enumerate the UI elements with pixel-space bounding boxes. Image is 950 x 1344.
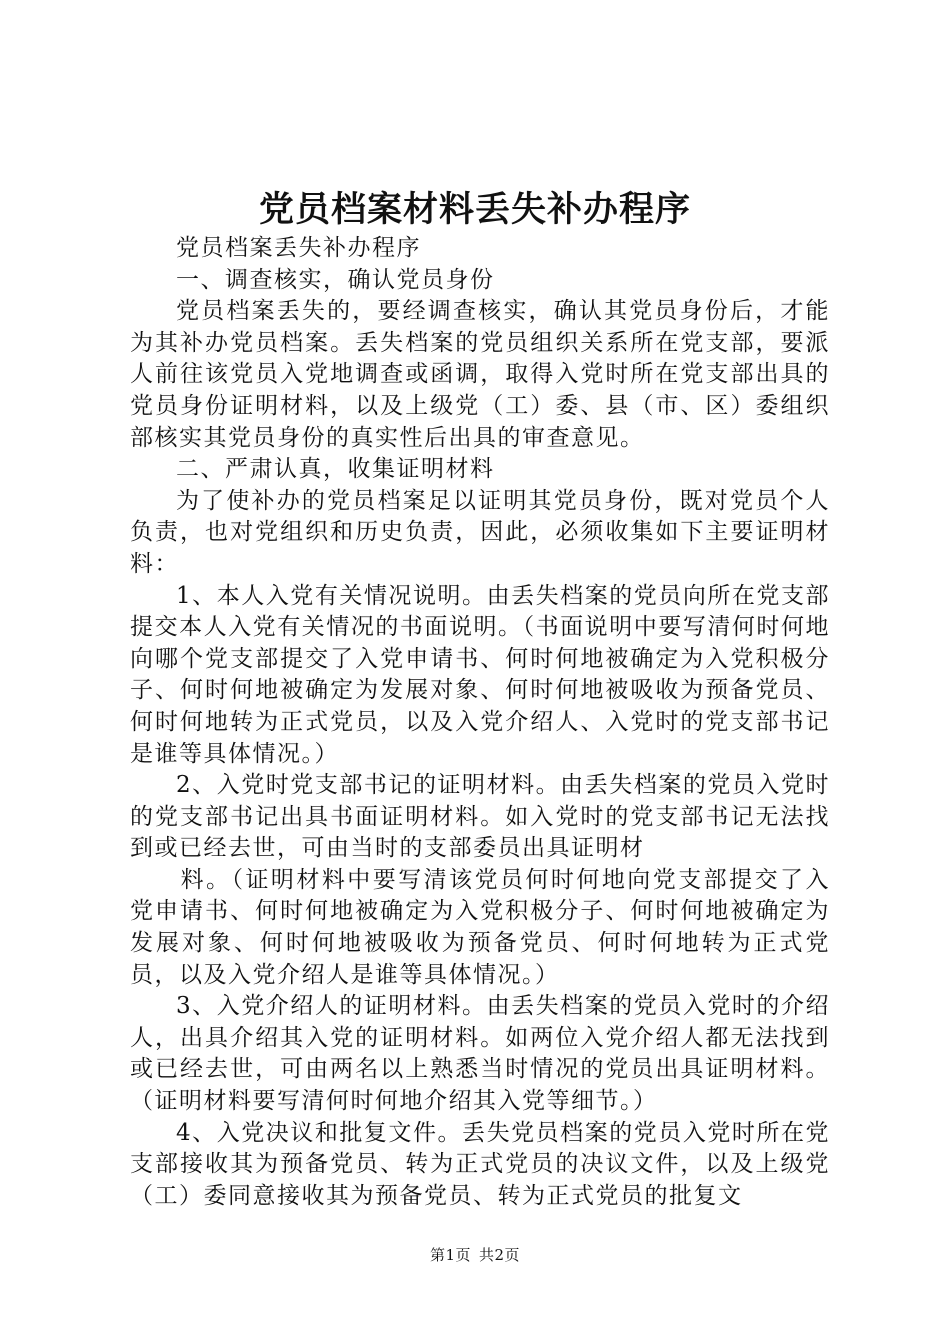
section-heading-2: 二、严肃认真，收集证明材料 <box>176 456 495 483</box>
paragraph: 党员档案丢失的，要经调查核实，确认其党员身份后，才能为其补办党员档案。丢失档案的党员组织关系所在党支部，要派人前往该党员入党地调查或函调，取得入党时所在党支部出具的党员身份证明材料，以及上级党（工）委、县（市、区）委组织部核实其党员身份的真实性后出具的审查意见。 <box>130 298 830 451</box>
list-item: 3、入党介绍人的证明材料。由丢失档案的党员入党时的介绍人，出具介绍其入党的证明材料。如两位入党介绍人都无法找到或已经去世，可由两名以上熟悉当时情况的党员出具证明材料。（证明材料要写清何时何地介绍其入党等细节。） <box>130 993 830 1115</box>
list-item: 4、入党决议和批复文件。丢失党员档案的党员入党时所在党支部接收其为预备党员、转为正式党员的决议文件，以及上级党（工）委同意接收其为预备党员、转为正式党员的批复文 <box>130 1119 830 1209</box>
paragraph-continuation: 料。（证明材料中要写清该党员何时何地向党支部提交了入党申请书、何时何地被确定为入党积极分子、何时何地被确定为发展对象、何时何地被吸收为预备党员、何时何地转为正式党员，以及入党介绍人是谁等具体情况。） <box>130 866 830 988</box>
paragraph-subtitle: 党员档案丢失补办程序 <box>176 235 421 261</box>
page-footer <box>0 1244 950 1265</box>
page-number: 第1页 <box>429 1246 471 1264</box>
page-count: 共2页 <box>479 1246 521 1264</box>
list-item: 2、入党时党支部书记的证明材料。由丢失档案的党员入党时的党支部书记出具书面证明材料。如入党时的党支部书记无法找到或已经去世，可由当时的支部委员出具证明材 <box>130 772 830 862</box>
paragraph: 为了使补办的党员档案足以证明其党员身份，既对党员个人负责，也对党组织和历史负责，因此，必须收集如下主要证明材料： <box>130 487 830 577</box>
document-title: 党员档案材料丢失补办程序 <box>258 189 691 230</box>
section-heading-1: 一、调查核实，确认党员身份 <box>176 266 495 293</box>
document-body <box>130 233 830 1212</box>
list-item: 1、本人入党有关情况说明。由丢失档案的党员向所在党支部提交本人入党有关情况的书面说明。（书面说明中要写清何时何地向哪个党支部提交了入党申请书、何时何地被确定为入党积极分子、何时何地被确定为发展对象、何时何地被吸收为预备党员、何时何地转为正式党员，以及入党介绍人、入党时的党支部书记是谁等具体情况。） <box>130 582 830 767</box>
